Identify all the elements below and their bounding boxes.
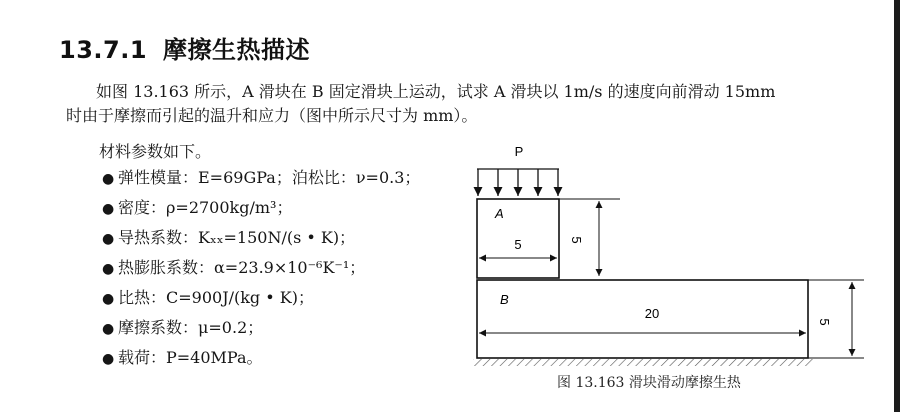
bullet-dot-icon: ● <box>102 171 115 187</box>
bullet-dot-icon: ● <box>102 201 115 217</box>
problem-text-line-2: 时由于摩擦而引起的温升和应力（图中所示尺寸为 mm）。 <box>66 106 478 125</box>
material-item-label: 弹性模量：E=69GPa；泊松比：ν=0.3； <box>118 168 421 187</box>
block-b <box>477 280 808 358</box>
figure-caption: 图 13.163 滑块滑动摩擦生热 <box>557 375 741 391</box>
bullet-dot-icon: ● <box>102 261 115 277</box>
dim-b-length: 20 <box>644 306 660 321</box>
bullet-dot-icon: ● <box>102 231 115 247</box>
problem-text-line-1: 如图 13.163 所示，A 滑块在 B 固定滑块上运动，试求 A 滑块以 1m/s 的速度向前滑动 15mm <box>96 82 776 101</box>
bullet-dot-icon: ● <box>102 291 115 307</box>
dim-b-height: 5 <box>817 318 832 326</box>
material-item-label: 载荷：P=40MPa。 <box>118 348 263 367</box>
block-a-label: A <box>495 206 504 221</box>
material-item-label: 导热系数：Kₓₓ=150N/(s • K)； <box>118 228 356 247</box>
load-label: P <box>514 144 524 159</box>
block-b-label: B <box>500 292 509 307</box>
pressure-load-arrows <box>477 169 559 196</box>
ground-hatch <box>473 359 813 366</box>
section-title: 摩擦生热描述 <box>163 36 311 64</box>
material-item-label: 摩擦系数：μ=0.2； <box>118 318 264 337</box>
material-item-label: 比热：C=900J/(kg • K)； <box>118 288 314 307</box>
materials-intro: 材料参数如下。 <box>99 142 212 161</box>
dim-a-height: 5 <box>569 236 584 244</box>
material-item-label: 密度：ρ=2700kg/m³； <box>118 198 293 217</box>
bullet-dot-icon: ● <box>102 321 115 337</box>
section-number: 13.7.1 <box>59 36 148 64</box>
material-item-label: 热膨胀系数：α=23.9×10⁻⁶K⁻¹； <box>118 258 366 277</box>
dim-a-width: 5 <box>514 237 522 252</box>
bullet-dot-icon: ● <box>102 351 115 367</box>
